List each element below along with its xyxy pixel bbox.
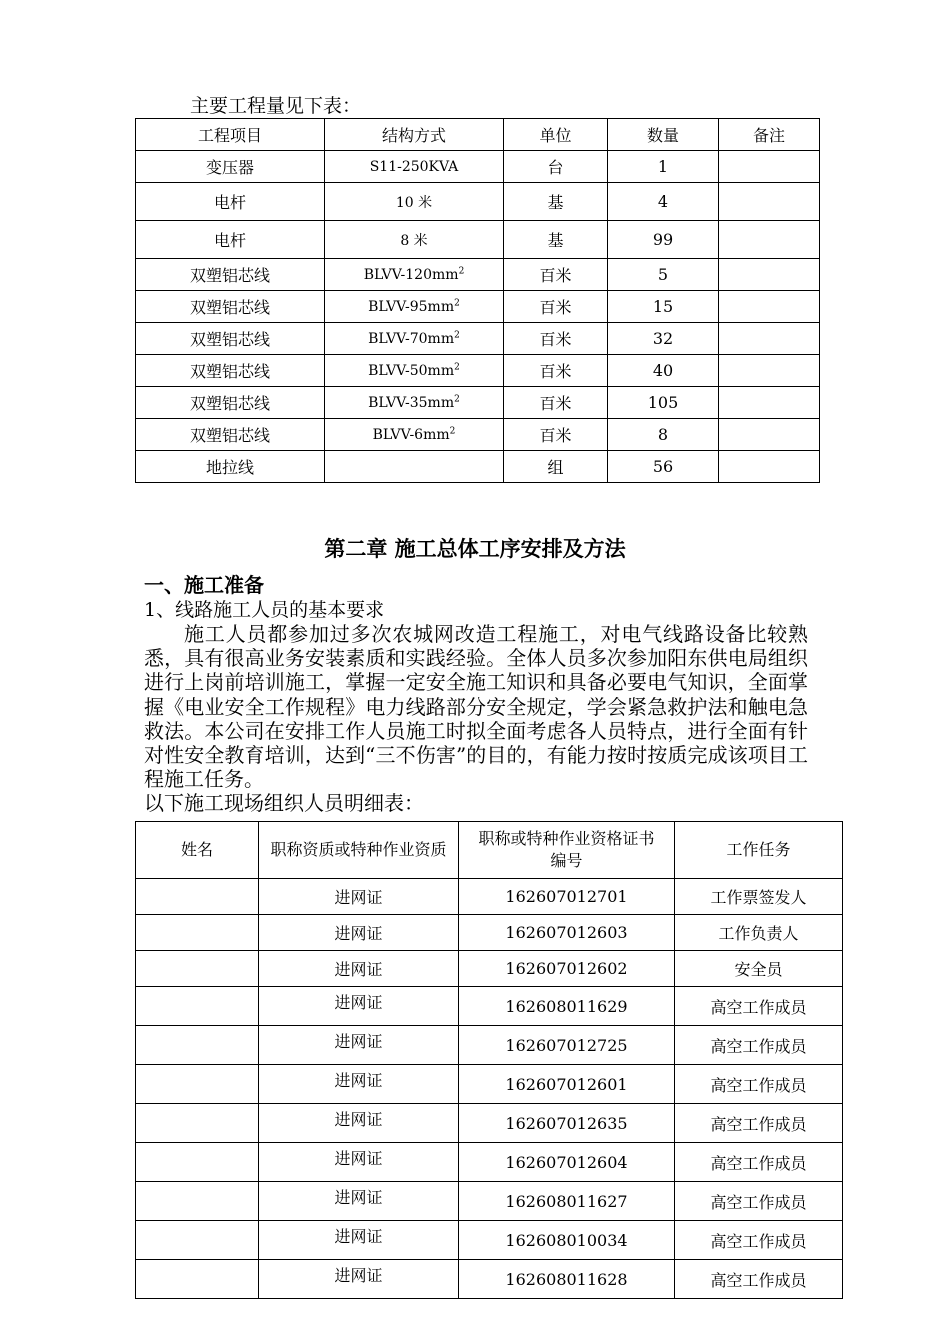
- header-item: 工程项目: [136, 119, 325, 151]
- qualification-cell: 进网证: [259, 1182, 459, 1221]
- qualification-cell: 进网证: [259, 1026, 459, 1065]
- qty-cell: 4: [608, 183, 719, 221]
- cert-number-cell: 162607012603: [459, 915, 675, 951]
- table-row: [136, 151, 820, 183]
- item-cell: 地拉线: [136, 451, 325, 483]
- spec-cell: [325, 451, 504, 483]
- task-cell: 高空工作成员: [675, 1104, 843, 1143]
- header-qualification-text: 职称资质或特种作业资质: [270, 840, 447, 859]
- cert-number-cell: 162607012604: [459, 1143, 675, 1182]
- section-title: 一、施工准备: [144, 573, 264, 597]
- cert-number-cell: 162608011629: [459, 987, 675, 1026]
- table-row: [136, 879, 843, 915]
- name-cell: [136, 1260, 259, 1299]
- header-task: 工作任务: [675, 822, 843, 879]
- spec-text: BLVV-70mm: [368, 330, 455, 347]
- unit-cell: 基: [504, 221, 608, 259]
- qty-cell: 5: [608, 259, 719, 291]
- header-unit: 单位: [504, 119, 608, 151]
- spec-cell: [325, 355, 504, 387]
- cert-number-cell: 162607012701: [459, 879, 675, 915]
- spec-cell: [325, 419, 504, 451]
- spec-cell: [325, 151, 504, 183]
- spec-cell: [325, 259, 504, 291]
- note-cell: [719, 221, 820, 259]
- spec-text: BLVV-35mm: [368, 394, 455, 411]
- cert-number-cell: 162607012601: [459, 1065, 675, 1104]
- item-cell: 双塑铝芯线: [136, 291, 325, 323]
- table-row: [136, 1104, 843, 1143]
- spec-cell: [325, 323, 504, 355]
- name-cell: [136, 915, 259, 951]
- table-row: [136, 987, 843, 1026]
- table-row: [136, 291, 820, 323]
- superscript: 2: [449, 425, 456, 436]
- superscript: 2: [454, 393, 460, 404]
- table-row: [136, 1221, 843, 1260]
- spec-text: BLVV-6mm: [372, 426, 450, 443]
- spec-cell: [325, 291, 504, 323]
- header-name: 姓名: [136, 822, 259, 879]
- note-cell: [719, 451, 820, 483]
- unit-cell: 百米: [504, 291, 608, 323]
- quantities-table: [135, 118, 820, 483]
- qualification-cell: 进网证: [259, 915, 459, 951]
- note-cell: [719, 355, 820, 387]
- qty-cell: 1: [608, 151, 719, 183]
- item-cell: 电杆: [136, 221, 325, 259]
- note-cell: [719, 419, 820, 451]
- quantities-intro: 主要工程量见下表：: [190, 95, 362, 117]
- item-cell: 双塑铝芯线: [136, 355, 325, 387]
- table-row: [136, 259, 820, 291]
- qty-cell: 105: [608, 387, 719, 419]
- task-cell: 高空工作成员: [675, 1260, 843, 1299]
- name-cell: [136, 1026, 259, 1065]
- superscript: 2: [458, 265, 465, 276]
- table-row: [136, 915, 843, 951]
- superscript: 2: [454, 329, 460, 340]
- task-cell: 高空工作成员: [675, 1026, 843, 1065]
- qty-cell: 32: [608, 323, 719, 355]
- qty-cell: 15: [608, 291, 719, 323]
- qty-cell: 99: [608, 221, 719, 259]
- item-cell: 双塑铝芯线: [136, 419, 325, 451]
- qualification-cell: 进网证: [259, 1221, 459, 1260]
- note-cell: [719, 291, 820, 323]
- body-text: 施工人员都参加过多次农城网改造工程施工，对电气线路设备比较熟悉，具有很高业务安装素质和实践经验。全体人员多次参加阳东供电局组织进行上岗前培训施工，掌握一定安全施工知识和具备必要电气知识，全面掌握《电业安全工作规程》电力线路部分安全规定，学会紧急救护法和触电急救法。本公司在安排工作人员施工时拟全面考虑各人员特点，进行全面有针对性安全教育培训，达到“三不伤害”的目的，有能力按时按质完成该项目工程施工任务。: [144, 622, 808, 792]
- spec-cell: [325, 387, 504, 419]
- item-cell: 电杆: [136, 183, 325, 221]
- cert-number-cell: 162608010034: [459, 1221, 675, 1260]
- header-qty: 数量: [608, 119, 719, 151]
- qualification-cell: 进网证: [259, 1143, 459, 1182]
- body-paragraph: [144, 622, 808, 816]
- quantities-header-row: [136, 119, 820, 151]
- cert-number-cell: 162608011627: [459, 1182, 675, 1221]
- qualification-cell: 进网证: [259, 1104, 459, 1143]
- table-row: [136, 355, 820, 387]
- task-cell: 高空工作成员: [675, 987, 843, 1026]
- table-row: [136, 323, 820, 355]
- qualification-cell: 进网证: [259, 1065, 459, 1104]
- table-row: [136, 1065, 843, 1104]
- name-cell: [136, 879, 259, 915]
- spec-text: BLVV-120mm: [363, 266, 459, 283]
- qty-cell: 8: [608, 419, 719, 451]
- note-cell: [719, 323, 820, 355]
- spec-text: BLVV-50mm: [368, 362, 455, 379]
- subsection-title: 1、线路施工人员的基本要求: [144, 599, 385, 621]
- item-cell: 双塑铝芯线: [136, 387, 325, 419]
- qty-cell: 40: [608, 355, 719, 387]
- cert-number-cell: 162607012635: [459, 1104, 675, 1143]
- table-row: [136, 419, 820, 451]
- cert-number-cell: 162607012725: [459, 1026, 675, 1065]
- spec-text: 10 米: [395, 194, 433, 211]
- unit-cell: 组: [504, 451, 608, 483]
- name-cell: [136, 1182, 259, 1221]
- name-cell: [136, 987, 259, 1026]
- note-cell: [719, 183, 820, 221]
- unit-cell: 台: [504, 151, 608, 183]
- qualification-cell: 进网证: [259, 1260, 459, 1299]
- chapter-title: 第二章 施工总体工序安排及方法: [324, 536, 626, 561]
- header-cert-number-text: 职称或特种作业资格证书编号: [478, 829, 655, 870]
- note-cell: [719, 151, 820, 183]
- spec-cell: [325, 221, 504, 259]
- item-cell: 双塑铝芯线: [136, 323, 325, 355]
- task-cell: 高空工作成员: [675, 1143, 843, 1182]
- unit-cell: 基: [504, 183, 608, 221]
- unit-cell: 百米: [504, 419, 608, 451]
- table-row: [136, 221, 820, 259]
- note-cell: [719, 259, 820, 291]
- item-cell: 双塑铝芯线: [136, 259, 325, 291]
- header-spec: 结构方式: [325, 119, 504, 151]
- name-cell: [136, 1143, 259, 1182]
- header-qualification: [259, 822, 459, 879]
- table-row: [136, 1143, 843, 1182]
- staff-header-row: [136, 822, 843, 879]
- name-cell: [136, 951, 259, 987]
- name-cell: [136, 1065, 259, 1104]
- task-cell: 工作票签发人: [675, 879, 843, 915]
- cert-number-cell: 162608011628: [459, 1260, 675, 1299]
- table-row: [136, 1260, 843, 1299]
- staff-table: [135, 821, 843, 1299]
- spec-text: S11-250KVA: [369, 158, 459, 175]
- unit-cell: 百米: [504, 323, 608, 355]
- header-cert-number: [459, 822, 675, 879]
- qualification-cell: 进网证: [259, 879, 459, 915]
- item-cell: 变压器: [136, 151, 325, 183]
- table-row: [136, 387, 820, 419]
- cert-number-cell: 162607012602: [459, 951, 675, 987]
- table-row: [136, 1182, 843, 1221]
- task-cell: 安全员: [675, 951, 843, 987]
- qualification-cell: 进网证: [259, 987, 459, 1026]
- qualification-cell: 进网证: [259, 951, 459, 987]
- superscript: 2: [454, 297, 460, 308]
- qty-cell: 56: [608, 451, 719, 483]
- table-row: [136, 951, 843, 987]
- spec-cell: [325, 183, 504, 221]
- table-row: [136, 183, 820, 221]
- unit-cell: 百米: [504, 259, 608, 291]
- task-cell: 高空工作成员: [675, 1065, 843, 1104]
- unit-cell: 百米: [504, 355, 608, 387]
- task-cell: 高空工作成员: [675, 1182, 843, 1221]
- header-note: 备注: [719, 119, 820, 151]
- staff-table-intro: 以下施工现场组织人员明细表：: [144, 791, 424, 816]
- name-cell: [136, 1104, 259, 1143]
- task-cell: 高空工作成员: [675, 1221, 843, 1260]
- note-cell: [719, 387, 820, 419]
- spec-text: BLVV-95mm: [368, 298, 455, 315]
- unit-cell: 百米: [504, 387, 608, 419]
- task-cell: 工作负责人: [675, 915, 843, 951]
- superscript: 2: [454, 361, 460, 372]
- name-cell: [136, 1221, 259, 1260]
- table-row: [136, 451, 820, 483]
- spec-text: 8 米: [400, 232, 428, 249]
- table-row: [136, 1026, 843, 1065]
